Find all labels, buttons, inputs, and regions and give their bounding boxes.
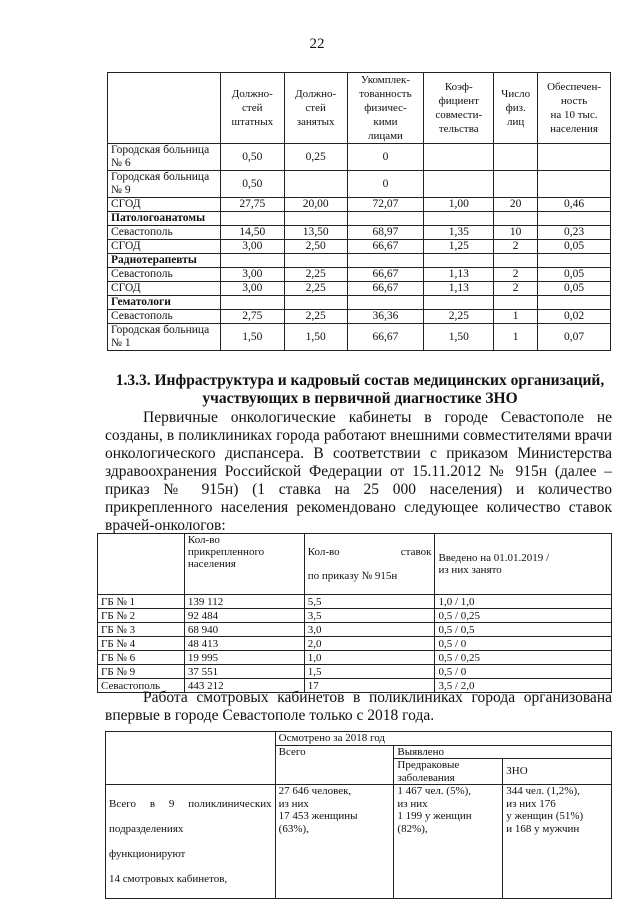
value-cell: 1,00 [424, 198, 494, 212]
entered-cell: 0,5 / 0,25 [435, 651, 612, 665]
value-cell: 2,25 [284, 282, 347, 296]
value-cell: 27,75 [220, 198, 284, 212]
header-rates-part-a: Кол-во [307, 546, 340, 558]
header-cell: Обеспечен- ность на 10 тыс. населения [538, 73, 611, 144]
value-cell: 72,07 [347, 198, 424, 212]
table-row [98, 623, 612, 637]
row-label: СГОД [108, 282, 221, 296]
empty-cell [538, 212, 611, 226]
value-cell: 66,67 [347, 268, 424, 282]
row-label: СГОД [108, 240, 221, 254]
population-cell: 19 995 [184, 651, 304, 665]
header-cell: Укомплек- тованность физичес- кими лицами [347, 73, 424, 144]
value-cell: 2 [494, 268, 538, 282]
value-cell: 3,00 [220, 282, 284, 296]
empty-cell [494, 296, 538, 310]
name-cell: ГБ № 3 [98, 623, 185, 637]
value-cell: 20,00 [284, 198, 347, 212]
value-cell: 20 [494, 198, 538, 212]
value-cell: 1,13 [424, 282, 494, 296]
value-cell: 66,67 [347, 282, 424, 296]
data-cell-zno: 344 чел. (1,2%), из них 176 у женщин (51%) и 168 у мужчин [503, 785, 612, 899]
header-total: Всего [275, 745, 394, 785]
empty-cell [424, 254, 494, 268]
entered-cell: 1,0 / 1,0 [435, 595, 612, 609]
paragraph-2: Работа смотровых кабинетов в поликлиниках города организована впервые в городе Севастополе только с 2018 года. [105, 689, 612, 724]
table-row [98, 665, 612, 679]
row-label: Севастополь [108, 226, 221, 240]
value-cell: 0,50 [220, 171, 284, 198]
empty-cell [538, 254, 611, 268]
table-row [98, 609, 612, 623]
value-cell: 0 [347, 171, 424, 198]
value-cell: 66,67 [347, 240, 424, 254]
screening-data-row [106, 785, 612, 899]
staffing-table [107, 72, 611, 351]
table-row [108, 144, 611, 171]
entered-cell: 0,5 / 0 [435, 665, 612, 679]
header-cell: Должно- стей штатных [220, 73, 284, 144]
value-cell: 0,23 [538, 226, 611, 240]
header-rates-part-b: ставок [400, 546, 432, 558]
population-cell: 37 551 [184, 665, 304, 679]
value-cell: 1,50 [284, 324, 347, 351]
value-cell: 1 [494, 324, 538, 351]
data-cell-description [106, 785, 276, 899]
value-cell [538, 171, 611, 198]
table-row [108, 268, 611, 282]
rates-cell: 3,5 [304, 609, 435, 623]
value-cell: 0 [347, 144, 424, 171]
entered-cell: 0,5 / 0 [435, 637, 612, 651]
table-row [108, 198, 611, 212]
description-line: функционируют [109, 847, 186, 860]
value-cell: 0,02 [538, 310, 611, 324]
header-precancer: Предраковые заболевания [394, 759, 503, 785]
row-label: Севастополь [108, 310, 221, 324]
value-cell: 3,00 [220, 268, 284, 282]
empty-cell [538, 296, 611, 310]
value-cell: 0,50 [220, 144, 284, 171]
value-cell: 2 [494, 282, 538, 296]
value-cell: 36,36 [347, 310, 424, 324]
table-row [108, 226, 611, 240]
header-zno: ЗНО [503, 759, 612, 785]
table-row [98, 595, 612, 609]
table-row [98, 637, 612, 651]
paragraph-1: Первичные онкологические кабинеты в городе Севастополе не созданы, в поликлиниках города работают внешними совместителями врачи онкологического диспансера. В соответствии с приказом Министерства здравоохранения Российской Федерации от 15.11.2012 № 915н (далее – приказ № 915н) (1 ставка на 25 000 населения) и количество прикрепленного населения рекомендовано следующее количество ставок врачей-онкологов: [105, 409, 612, 534]
header-cell: Должно- стей занятых [284, 73, 347, 144]
empty-cell [284, 296, 347, 310]
name-cell: ГБ № 6 [98, 651, 185, 665]
section-label: Гематологи [108, 296, 221, 310]
value-cell: 68,97 [347, 226, 424, 240]
header-cell-empty [108, 73, 221, 144]
name-cell: Севастополь [98, 679, 185, 693]
value-cell: 1,50 [424, 324, 494, 351]
value-cell: 1,35 [424, 226, 494, 240]
header-cell: Введено на 01.01.2019 / из них занято [435, 534, 612, 595]
empty-cell [347, 212, 424, 226]
header-cell-empty [98, 534, 185, 595]
value-cell [284, 171, 347, 198]
value-cell: 2 [494, 240, 538, 254]
staffing-table-header [108, 73, 611, 144]
empty-cell [494, 212, 538, 226]
page-number: 22 [309, 36, 325, 52]
value-cell: 0,05 [538, 240, 611, 254]
entered-cell: 3,5 / 2,0 [435, 679, 612, 693]
population-cell: 92 484 [184, 609, 304, 623]
name-cell: ГБ № 4 [98, 637, 185, 651]
value-cell: 0,25 [284, 144, 347, 171]
value-cell: 0,05 [538, 282, 611, 296]
value-cell: 0,07 [538, 324, 611, 351]
value-cell: 13,50 [284, 226, 347, 240]
value-cell: 0,05 [538, 268, 611, 282]
value-cell [494, 144, 538, 171]
value-cell [494, 171, 538, 198]
value-cell: 10 [494, 226, 538, 240]
screening-rooms-table [105, 731, 612, 899]
row-label: Городская больница № 1 [108, 324, 221, 351]
value-cell: 14,50 [220, 226, 284, 240]
empty-cell [494, 254, 538, 268]
data-cell-total: 27 646 человек, из них 17 453 женщины (63%), [275, 785, 394, 899]
table-row [108, 282, 611, 296]
rates-cell: 2,0 [304, 637, 435, 651]
empty-cell [220, 254, 284, 268]
data-cell-precancer: 1 467 чел. (5%), из них 1 199 у женщин (82%), [394, 785, 503, 899]
table-row [98, 651, 612, 665]
screening-header-row-1 [106, 732, 612, 746]
row-label: Городская больница № 6 [108, 144, 221, 171]
value-cell: 1,50 [220, 324, 284, 351]
row-label: Городская больница № 9 [108, 171, 221, 198]
empty-cell [347, 254, 424, 268]
header-cell: Коэф- фициент совмести- тельства [424, 73, 494, 144]
name-cell: ГБ № 1 [98, 595, 185, 609]
value-cell: 2,50 [284, 240, 347, 254]
value-cell: 1 [494, 310, 538, 324]
section-row [108, 254, 611, 268]
empty-cell [284, 254, 347, 268]
value-cell: 2,75 [220, 310, 284, 324]
entered-cell: 0,5 / 0,25 [435, 609, 612, 623]
table-row [108, 171, 611, 198]
population-cell: 139 112 [184, 595, 304, 609]
value-cell: 1,13 [424, 268, 494, 282]
rates-cell: 17 [304, 679, 435, 693]
value-cell [424, 171, 494, 198]
row-label: Севастополь [108, 268, 221, 282]
value-cell: 3,00 [220, 240, 284, 254]
header-cell-empty [106, 732, 276, 785]
section-heading: 1.3.3. Инфраструктура и кадровый состав медицинских организаций, участвующих в первичной диагностике ЗНО [115, 372, 605, 407]
description-line: 14 смотровых кабинетов, [109, 872, 228, 885]
value-cell: 2,25 [284, 268, 347, 282]
empty-cell [284, 212, 347, 226]
row-label: СГОД [108, 198, 221, 212]
description-line: подразделениях [109, 822, 184, 835]
population-cell: 443 212 [184, 679, 304, 693]
value-cell: 2,25 [284, 310, 347, 324]
header-detected: Выявлено [394, 745, 612, 759]
value-cell: 66,67 [347, 324, 424, 351]
table-row [108, 310, 611, 324]
header-examined: Осмотрено за 2018 год [275, 732, 611, 746]
value-cell [424, 144, 494, 171]
empty-cell [220, 296, 284, 310]
value-cell: 2,25 [424, 310, 494, 324]
value-cell: 1,25 [424, 240, 494, 254]
section-row [108, 212, 611, 226]
rates-cell: 1,5 [304, 665, 435, 679]
table-row [108, 240, 611, 254]
name-cell: ГБ № 2 [98, 609, 185, 623]
empty-cell [220, 212, 284, 226]
population-cell: 48 413 [184, 637, 304, 651]
section-label: Радиотерапевты [108, 254, 221, 268]
section-label: Патологоанатомы [108, 212, 221, 226]
empty-cell [347, 296, 424, 310]
table-row [108, 324, 611, 351]
name-cell: ГБ № 9 [98, 665, 185, 679]
rates-cell: 1,0 [304, 651, 435, 665]
header-cell: Кол-во прикрепленного населения [184, 534, 304, 595]
entered-cell: 0,5 / 0,5 [435, 623, 612, 637]
section-row [108, 296, 611, 310]
rates-cell: 3,0 [304, 623, 435, 637]
empty-cell [424, 212, 494, 226]
header-cell [304, 534, 435, 595]
empty-cell [424, 296, 494, 310]
rates-table-header [98, 534, 612, 595]
value-cell [538, 144, 611, 171]
value-cell: 0,46 [538, 198, 611, 212]
oncologist-rates-table [97, 533, 612, 693]
header-rates-part-c: по приказу № 915н [307, 570, 398, 582]
rates-cell: 5,5 [304, 595, 435, 609]
population-cell: 68 940 [184, 623, 304, 637]
description-line: Всего в 9 поликлинических [109, 797, 272, 810]
header-cell: Число физ. лиц [494, 73, 538, 144]
